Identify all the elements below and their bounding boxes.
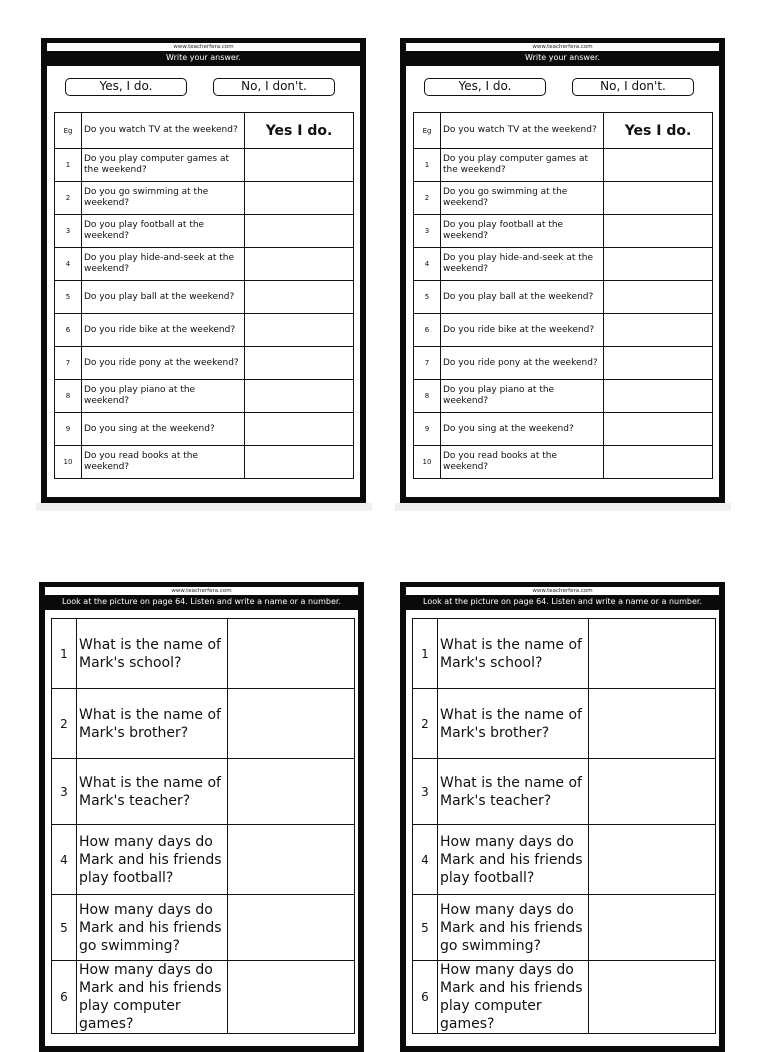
answer-cell[interactable] [589,961,716,1034]
question-text: What is the name of Mark's brother? [438,689,589,759]
answer-cell[interactable] [589,895,716,961]
worksheet-header: Write your answer. [166,53,241,62]
question-text: Do you play football at the weekend? [441,215,604,248]
question-text: What is the name of Mark's teacher? [77,759,228,825]
question-number: 1 [414,149,441,182]
question-number: 6 [55,314,82,347]
table-row [55,149,354,182]
answer-options [406,78,719,98]
table-row [413,895,716,961]
question-text: What is the name of Mark's school? [438,619,589,689]
question-number: 4 [52,825,77,895]
question-text: Do you watch TV at the weekend? [82,113,245,149]
question-text: Do you sing at the weekend? [82,413,245,446]
table-row [413,759,716,825]
answer-cell[interactable] [245,149,354,182]
url-label: www.teacherfera.com [45,587,358,595]
table-row [414,281,713,314]
question-text: What is the name of Mark's teacher? [438,759,589,825]
page-shadow [36,503,372,511]
table-row [413,689,716,759]
question-number: 10 [414,446,441,479]
question-number: 10 [55,446,82,479]
table-row [55,182,354,215]
answer-cell[interactable] [604,248,713,281]
question-number: 2 [55,182,82,215]
page-shadow [395,503,731,511]
answer-cell[interactable] [245,347,354,380]
answer-cell[interactable] [589,619,716,689]
table-row [414,413,713,446]
question-text: How many days do Mark and his friends play computer games? [77,961,228,1034]
answer-cell[interactable] [604,281,713,314]
question-number: 4 [413,825,438,895]
question-number: 4 [55,248,82,281]
answer-cell[interactable]: Yes I do. [245,113,354,149]
option-no: No, I don't. [213,78,335,96]
answer-cell[interactable] [604,149,713,182]
table-row [414,446,713,479]
question-table [54,112,354,479]
question-number: 7 [414,347,441,380]
question-text: Do you watch TV at the weekend? [441,113,604,149]
answer-cell[interactable] [604,413,713,446]
url-label: www.teacherfera.com [406,587,719,595]
question-number: 5 [413,895,438,961]
question-table [51,618,355,1034]
question-text: How many days do Mark and his friends go swimming? [438,895,589,961]
table-row [414,113,713,149]
question-text: Do you play football at the weekend? [82,215,245,248]
answer-cell[interactable] [245,215,354,248]
option-no: No, I don't. [572,78,694,96]
table-row [52,825,355,895]
table-row [414,215,713,248]
answer-cell[interactable] [245,380,354,413]
table-row [52,619,355,689]
question-table [412,618,716,1034]
answer-cell[interactable] [604,215,713,248]
question-number: 6 [414,314,441,347]
table-row [55,215,354,248]
question-text: What is the name of Mark's brother? [77,689,228,759]
question-number: 5 [414,281,441,314]
worksheet-top-left [41,38,366,503]
question-text: Do you go swimming at the weekend? [82,182,245,215]
table-row [414,347,713,380]
question-text: Do you read books at the weekend? [441,446,604,479]
table-row [55,314,354,347]
table-row [414,380,713,413]
answer-cell[interactable] [604,380,713,413]
question-text: Do you ride pony at the weekend? [82,347,245,380]
question-text: Do you play ball at the weekend? [441,281,604,314]
question-number: 3 [413,759,438,825]
question-number: 9 [55,413,82,446]
table-row [55,281,354,314]
answer-cell[interactable] [604,347,713,380]
question-text: How many days do Mark and his friends play football? [77,825,228,895]
question-text: Do you ride bike at the weekend? [441,314,604,347]
question-number: 3 [414,215,441,248]
question-text: Do you play piano at the weekend? [441,380,604,413]
table-row [55,446,354,479]
question-number: 1 [413,619,438,689]
question-number: 3 [52,759,77,825]
question-text: Do you sing at the weekend? [441,413,604,446]
answer-cell[interactable] [245,182,354,215]
question-text: Do you ride pony at the weekend? [441,347,604,380]
answer-cell[interactable] [228,759,355,825]
answer-cell[interactable] [604,446,713,479]
answer-cell[interactable] [228,619,355,689]
table-row [55,248,354,281]
question-number: 2 [414,182,441,215]
answer-cell[interactable] [604,314,713,347]
worksheet-header: Write your answer. [525,53,600,62]
answer-cell[interactable] [245,281,354,314]
table-row [52,961,355,1034]
question-table [413,112,713,479]
table-row [413,619,716,689]
worksheet-body [45,610,358,1046]
option-yes: Yes, I do. [65,78,187,96]
question-number: 2 [413,689,438,759]
worksheet-bottom-right [400,582,725,1052]
question-number: 8 [414,380,441,413]
answer-cell[interactable] [228,961,355,1034]
question-text: Do you play computer games at the weekend? [441,149,604,182]
question-number: 2 [52,689,77,759]
answer-cell[interactable] [228,825,355,895]
answer-cell[interactable] [245,446,354,479]
question-text: How many days do Mark and his friends play football? [438,825,589,895]
question-number: 1 [55,149,82,182]
question-text: Do you ride bike at the weekend? [82,314,245,347]
question-text: How many days do Mark and his friends play computer games? [438,961,589,1034]
worksheet-header: Look at the picture on page 64. Listen and write a name or a number. [423,597,702,606]
question-text: What is the name of Mark's school? [77,619,228,689]
answer-cell[interactable] [245,314,354,347]
question-number: 6 [52,961,77,1034]
table-row [55,380,354,413]
question-number: 8 [55,380,82,413]
answer-cell[interactable] [589,825,716,895]
worksheet-bottom-left [39,582,364,1052]
question-number: 5 [52,895,77,961]
question-number: 9 [414,413,441,446]
option-yes: Yes, I do. [424,78,546,96]
question-text: Do you play hide-and-seek at the weekend? [441,248,604,281]
table-row [55,113,354,149]
answer-cell[interactable] [245,248,354,281]
answer-options [47,78,360,98]
worksheet-top-right [400,38,725,503]
table-row [52,895,355,961]
question-number: Eg [414,113,441,149]
url-label: www.teacherfera.com [406,43,719,51]
answer-cell[interactable] [589,689,716,759]
table-row [55,413,354,446]
table-row [414,248,713,281]
question-number: 7 [55,347,82,380]
answer-cell[interactable] [604,182,713,215]
table-row [52,759,355,825]
question-number: 1 [52,619,77,689]
answer-cell[interactable]: Yes I do. [604,113,713,149]
question-text: Do you read books at the weekend? [82,446,245,479]
question-text: Do you go swimming at the weekend? [441,182,604,215]
question-number: Eg [55,113,82,149]
question-number: 5 [55,281,82,314]
answer-cell[interactable] [228,895,355,961]
table-row [413,825,716,895]
question-number: 4 [414,248,441,281]
worksheet-body [406,610,719,1046]
table-row [414,182,713,215]
table-row [413,961,716,1034]
question-text: Do you play piano at the weekend? [82,380,245,413]
question-text: Do you play hide-and-seek at the weekend? [82,248,245,281]
table-row [414,149,713,182]
answer-cell[interactable] [245,413,354,446]
question-number: 3 [55,215,82,248]
url-label: www.teacherfera.com [47,43,360,51]
question-text: How many days do Mark and his friends go swimming? [77,895,228,961]
answer-cell[interactable] [589,759,716,825]
worksheet-body [406,66,719,497]
answer-cell[interactable] [228,689,355,759]
table-row [52,689,355,759]
worksheet-body [47,66,360,497]
question-text: Do you play ball at the weekend? [82,281,245,314]
table-row [414,314,713,347]
question-text: Do you play computer games at the weekend? [82,149,245,182]
question-number: 6 [413,961,438,1034]
table-row [55,347,354,380]
worksheet-header: Look at the picture on page 64. Listen and write a name or a number. [62,597,341,606]
